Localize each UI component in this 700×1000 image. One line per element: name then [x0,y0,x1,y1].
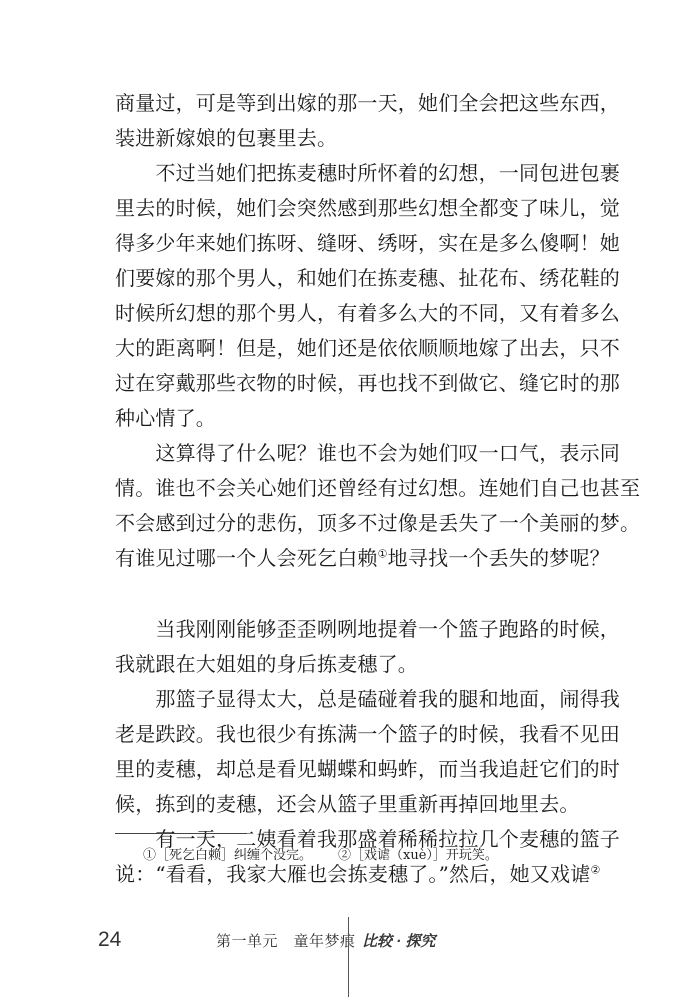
text-line: 里的麦穗，却总是看见蝴蝶和蚂蚱，而当我追赶它们的时 [115,757,620,781]
text-line: 候，拣到的麦穗，还会从篮子里重新再掉回地里去。 [115,792,580,816]
text-line: 里去的时候，她们会突然感到那些幻想全都变了味儿，觉 [115,196,620,220]
footer-divider [348,917,349,997]
unit-title: 第一单元 童年梦痕 [216,933,356,950]
text-line: 商量过，可是等到出嫁的那一天，她们全会把这些东西， [115,91,620,115]
text-line: 得多少年来她们拣呀、缝呀、绣呀，实在是多么傻啊！她 [115,231,620,255]
text-segment: 说：“看看，我家大雁也会拣麦穗了。”然后，她又戏谑 [115,862,591,886]
text-line: 情。谁也不会关心她们还曾经有过幻想。连她们自己也甚至 [115,476,641,500]
text-line: 装进新嫁娘的包裹里去。 [115,126,338,150]
body-text [115,86,641,892]
text-line: 种心情了。 [115,406,216,430]
text-line: 们要嫁的那个男人，和她们在拣麦穗、扯花布、绣花鞋的 [115,266,620,290]
text-line: 这算得了什么呢？谁也不会为她们叹一口气，表示同 [115,441,620,465]
footnotes [143,846,603,866]
footnote-divider [115,833,247,834]
text-line: 过在穿戴那些衣物的时候，再也找不到做它、缝它时的那 [115,371,620,395]
text-line-with-footnote [115,541,610,576]
footnote-ref-1: ① [377,547,388,561]
page-number: 24 [98,928,122,951]
section-break [115,576,591,612]
section-name: 比较 · 探究 [362,933,436,950]
text-line: 那篮子显得太大，总是磕碰着我的腿和地面，闹得我 [115,687,620,711]
text-line: 不过当她们把拣麦穗时所怀着的幻想，一同包进包裹 [115,161,620,185]
text-line: 老是跌跤。我也很少有拣满一个篮子的时候，我看不见田 [115,722,620,746]
text-segment: 地寻找一个丢失的梦呢？ [387,546,610,570]
page-footer [0,925,700,965]
text-segment: 有谁见过哪一个人会死乞白赖 [115,546,378,570]
text-line: 不会感到过分的悲伤，顶多不过像是丢失了一个美丽的梦。 [115,511,641,535]
text-line: 有一天，二姨看着我那盛着稀稀拉拉几个麦穗的篮子 [115,827,620,851]
text-line: 时候所幻想的那个男人，有着多么大的不同，又有着多么 [115,301,620,325]
footnote-2: ②［戏谑（xuè）］开玩笑。 [338,848,498,863]
footnote-1: ①［死乞白赖］纠缠个没完。 [143,848,313,863]
text-line: 大的距离啊！但是，她们还是依依顺顺地嫁了出去，只不 [115,336,620,360]
text-line: 我就跟在大姐姐的身后拣麦穗了。 [115,652,418,676]
footnote-ref-2: ② [590,863,601,877]
text-line: 当我刚刚能够歪歪咧咧地提着一个篮子跑路的时候， [115,617,620,641]
